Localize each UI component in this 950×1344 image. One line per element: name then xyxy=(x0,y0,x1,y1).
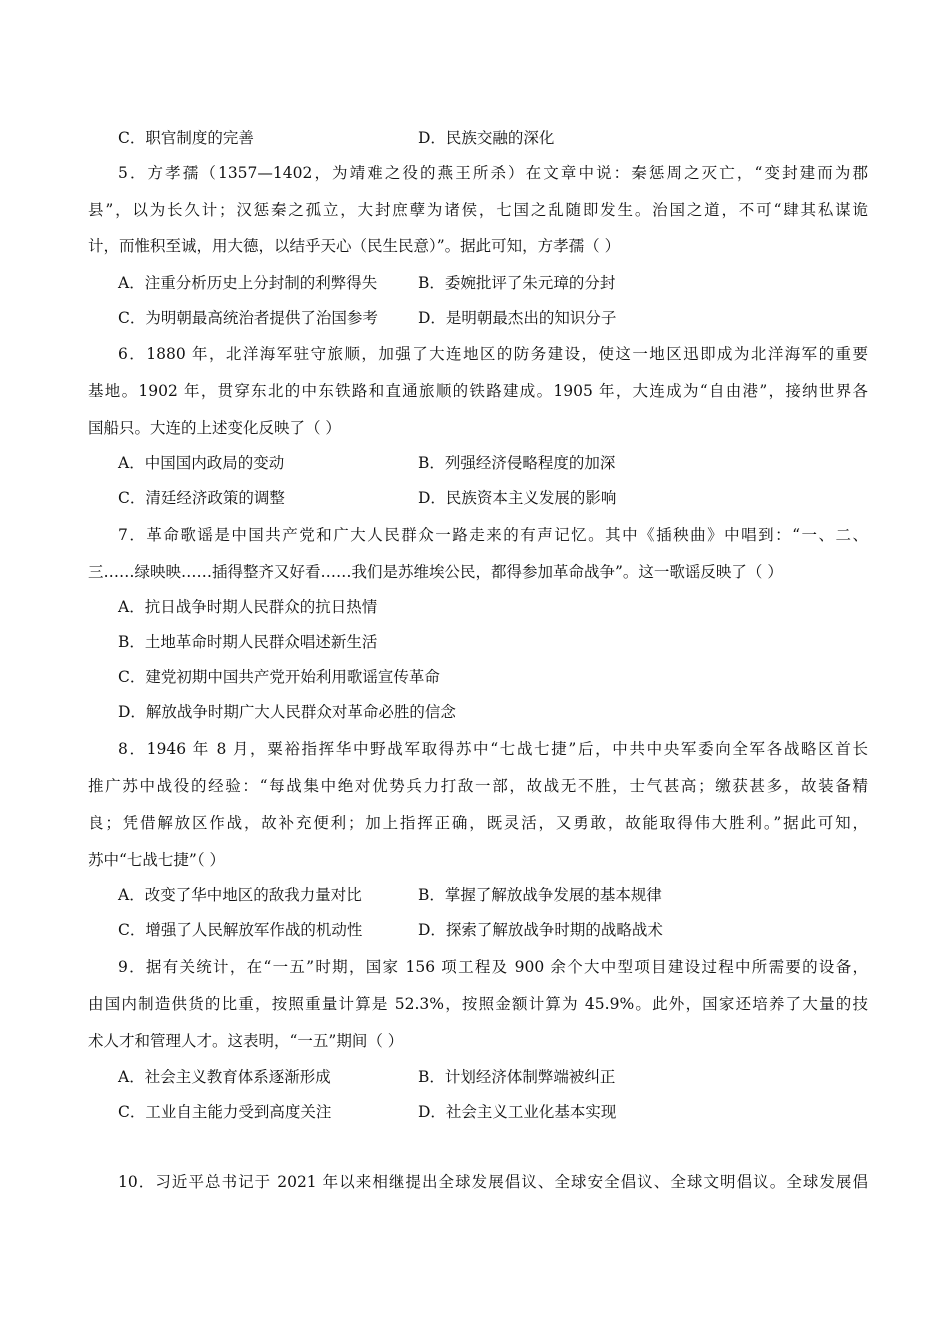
question-6-line-3: 国船只。大连的上述变化反映了（ ） xyxy=(88,419,341,437)
question-9-line-3: 术人才和管理人才。这表明，“一五”期间（ ） xyxy=(88,1032,404,1050)
question-7-line-2: 三……绿映映……插得整齐又好看……我们是苏维埃公民，都得参加革命战争”。这一歌谣反映了（ ） xyxy=(88,563,783,581)
option-c-q4: C．职官制度的完善 xyxy=(118,129,254,147)
option-c-q8: C．增强了人民解放军作战的机动性 xyxy=(118,921,363,939)
option-b-q7: B．土地革命时期人民群众唱述新生活 xyxy=(118,633,378,651)
option-b-q6: B．列强经济侵略程度的加深 xyxy=(418,454,616,472)
option-a-q7: A．抗日战争时期人民群众的抗日热情 xyxy=(118,598,378,616)
option-d-q7: D．解放战争时期广大人民群众对革命必胜的信念 xyxy=(118,703,456,721)
option-d-q5: D．是明朝最杰出的知识分子 xyxy=(418,309,617,327)
question-8-line-1: 8．1946 年 8 月，粟裕指挥华中野战军取得苏中“七战七捷”后，中共中央军委向全军各战略区首长 xyxy=(118,740,868,758)
option-b-q9: B．计划经济体制弊端被纠正 xyxy=(418,1068,616,1086)
option-a-q9: A．社会主义教育体系逐渐形成 xyxy=(118,1068,331,1086)
option-b-q8: B．掌握了解放战争发展的基本规律 xyxy=(418,886,662,904)
question-10-line-1: 10．习近平总书记于 2021 年以来相继提出全球发展倡议、全球安全倡议、全球文明倡议。全球发展倡 xyxy=(118,1173,868,1191)
option-c-q6: C．清廷经济政策的调整 xyxy=(118,489,285,507)
question-7-line-1: 7．革命歌谣是中国共产党和广大人民群众一路走来的有声记忆。其中《插秧曲》中唱到：“一、二、 xyxy=(118,526,868,544)
question-5-line-2: 县”，以为长久计；汉惩秦之孤立，大封庶孽为诸侯，七国之乱随即发生。治国之道，不可“肆其私谋诡 xyxy=(88,201,868,219)
question-5-line-1: 5．方孝孺（1357—1402，为靖难之役的燕王所杀）在文章中说：秦惩周之灭亡，“变封建而为郡 xyxy=(118,164,868,182)
question-9-line-2: 由国内制造供货的比重，按照重量计算是 52.3%，按照金额计算为 45.9%。此外，国家还培养了大量的技 xyxy=(88,995,868,1013)
option-c-q9: C．工业自主能力受到高度关注 xyxy=(118,1103,332,1121)
option-d-q6: D．民族资本主义发展的影响 xyxy=(418,489,617,507)
option-d-q8: D．探索了解放战争时期的战略战术 xyxy=(418,921,663,939)
question-5-line-3: 计，而惟积至诚，用大德，以结乎天心（民生民意）”。据此可知，方孝孺（ ） xyxy=(88,237,621,255)
option-a-q5: A．注重分析历史上分封制的利弊得失 xyxy=(118,274,378,292)
option-c-q5: C．为明朝最高统治者提供了治国参考 xyxy=(118,309,378,327)
question-8-line-3: 良；凭借解放区作战，故补充便利；加上指挥正确，既灵活，又勇敢，故能取得伟大胜利。”据此可知， xyxy=(88,814,868,832)
option-a-q8: A．改变了华中地区的敌我力量对比 xyxy=(118,886,362,904)
question-8-line-2: 推广苏中战役的经验：“每战集中绝对优势兵力打敌一部，故战无不胜，士气甚高；缴获甚多，故装备精 xyxy=(88,777,868,795)
option-d-q9: D．社会主义工业化基本实现 xyxy=(418,1103,617,1121)
question-8-line-4: 苏中“七战七捷”（ ） xyxy=(88,851,226,869)
option-c-q7: C．建党初期中国共产党开始利用歌谣宣传革命 xyxy=(118,668,440,686)
option-a-q6: A．中国国内政局的变动 xyxy=(118,454,285,472)
question-9-line-1: 9．据有关统计，在“一五”时期，国家 156 项工程及 900 余个大中型项目建设过程中所需要的设备， xyxy=(118,958,868,976)
option-d-q4: D．民族交融的深化 xyxy=(418,129,555,147)
question-6-line-1: 6．1880 年，北洋海军驻守旅顺，加强了大连地区的防务建设，使这一地区迅即成为北洋海军的重要 xyxy=(118,345,868,363)
question-6-line-2: 基地。1902 年，贯穿东北的中东铁路和直通旅顺的铁路建成。1905 年，大连成为“自由港”，接纳世界各 xyxy=(88,382,868,400)
option-b-q5: B．委婉批评了朱元璋的分封 xyxy=(418,274,616,292)
